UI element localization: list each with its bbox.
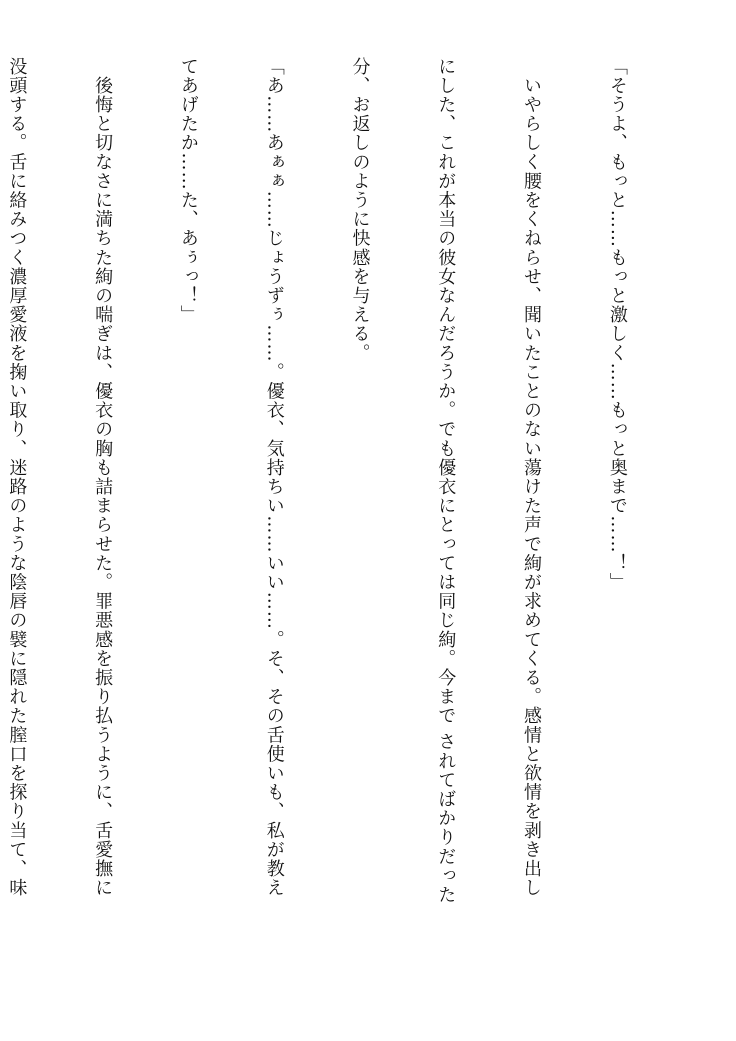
vertical-text-body (0, 57, 688, 987)
text-line: 「あ……あぁぁ……じょうずぅ……。優衣、気持ちい……いい……。そ、その舌使いも、私が教え (263, 57, 285, 898)
text-line: 「そうよ、もっと……もっと激しく……もっと奥まで……！」 (606, 57, 628, 592)
text-line: いやらしく腰をくねらせ、聞いたことのない蕩けた声で絢が求めてくる。感情と欲情を剥き出し (521, 57, 543, 898)
text-line: 分、お返しのように快感を与える。 (349, 57, 371, 363)
text-line: にした、これが本当の彼女なんだろうか。でも優衣にとっては同じ絢。今まで されてばかりだった (435, 57, 457, 905)
text-line: 没頭する。舌に絡みつく濃厚愛液を掬い取り、迷路のような陰唇の襞に隠れた膣口を探り当て、味 (6, 57, 28, 898)
text-line: 後悔と切なさに満ちた絢の喘ぎは、優衣の胸も詰まらせた。罪悪感を振り払うように、舌愛撫に (92, 57, 114, 898)
text-line: てあげたか……た、あぅっ！」 (177, 57, 199, 325)
